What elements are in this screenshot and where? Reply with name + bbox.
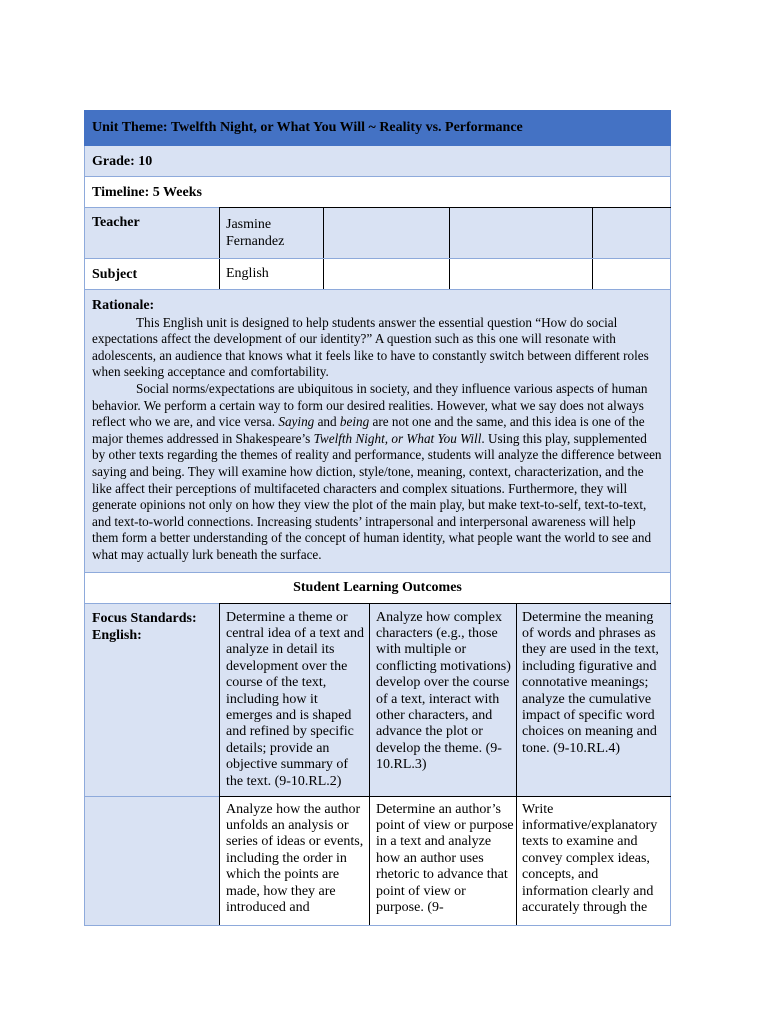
rationale-paragraph-2: Social norms/expectations are ubiquitous in society, and they influence various aspects of human behavior. We perform a certain way to form our desired realities. However, what we say does not always reflect who we are, and vice versa. Saying and being are not one and the same, and this idea is one of the major themes addressed in Shakespeare’s Twelfth Night, or What You Will. Using this play, supplemented by other texts regarding the themes of reality and performance, students will analyze the difference between saying and being. They will examine how diction, style/tone, meaning, context, characterization, and the like affect their perceptions of multifaceted characters and complex situations. Furthermore, they will generate opinions not only on how they view the plot of the main play, but make text-to-self, text-to-text, and text-to-world connections. Increasing students’ intrapersonal and interpersonal awareness will help them form a better understanding of the concept of human identity, what people want the world to see and what may actually lurk beneath the surface. bbox=[92, 380, 662, 562]
standards-row-1 bbox=[84, 604, 671, 797]
subject-row bbox=[84, 259, 671, 290]
standard-rl3: Analyze how complex characters (e.g., those with multiple or conflicting motivations) develop over the course of a text, interact with other characters, and advance the plot or develop the theme. (9-10.RL.3) bbox=[376, 609, 511, 773]
teacher-row bbox=[84, 208, 671, 259]
teacher-name: Jasmine Fernandez bbox=[226, 217, 285, 249]
focus-standards-label: Focus Standards: English: bbox=[92, 610, 197, 643]
lesson-plan-table bbox=[84, 110, 671, 926]
grade-text: Grade: 10 bbox=[92, 154, 153, 169]
unit-theme-title: Unit Theme: Twelfth Night, or What You Will ~ Reality vs. Performance bbox=[92, 120, 523, 135]
subject-value: English bbox=[226, 266, 269, 281]
outcomes-heading: Student Learning Outcomes bbox=[293, 579, 462, 595]
standards-row-2 bbox=[84, 797, 671, 926]
standard-ri5: Analyze how the author unfolds an analysis or series of ideas or events, including the order in which the points are made, how they are introduced and bbox=[226, 801, 364, 915]
standard-w2: Write informative/explanatory texts to examine and convey complex ideas, concepts, and information clearly and accurately through the bbox=[522, 801, 658, 915]
rationale-heading: Rationale: bbox=[92, 298, 155, 313]
timeline-row bbox=[84, 177, 671, 208]
outcomes-heading-row bbox=[84, 573, 671, 604]
unit-theme-row bbox=[84, 110, 671, 146]
teacher-label: Teacher bbox=[92, 215, 140, 230]
grade-row bbox=[84, 146, 671, 177]
subject-label: Subject bbox=[92, 267, 138, 282]
standard-ri6: Determine an author’s point of view or purpose in a text and analyze how an author uses rhetoric to advance that point of view or purpose. (9- bbox=[376, 801, 514, 915]
rationale-paragraph-1: This English unit is designed to help students answer the essential question “How do social expectations affect the development of our identity?” A question such as this one will resonate with adolescents, an audience that knows what it feels like to have to constantly switch between different roles when seeking acceptance and comfortability. bbox=[92, 314, 649, 380]
rationale-section bbox=[84, 290, 671, 573]
standard-rl2: Determine a theme or central idea of a text and analyze in detail its development over the course of the text, including how it emerges and is shaped and refined by specific details; provide an objective summary of the text. (9-10.RL.2) bbox=[226, 609, 364, 789]
standard-rl4: Determine the meaning of words and phrases as they are used in the text, including figurative and connotative meanings; analyze the cumulative impact of specific word choices on meaning and tone. (9-10.RL.4) bbox=[522, 609, 659, 756]
timeline-text: Timeline: 5 Weeks bbox=[92, 185, 202, 200]
